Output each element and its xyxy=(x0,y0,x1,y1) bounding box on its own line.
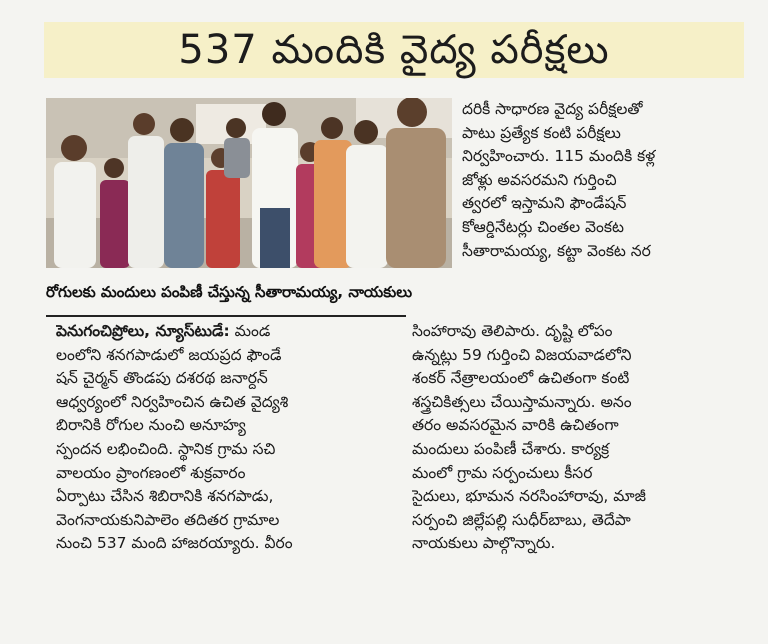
article-line: సీతారామయ్య, కట్టా వెంకట నర xyxy=(462,241,651,260)
article-line: పాటు ప్రత్యేక కంటి పరీక్షలు xyxy=(462,123,621,142)
article-line: ఏర్పాటు చేసిన శిబిరానికి శనగపాడు, xyxy=(56,487,274,506)
article-line: మంలో గ్రామ సర్పంచులు కీసర xyxy=(412,463,593,482)
headline-band xyxy=(44,22,744,78)
photo-caption: రోగులకు మందులు పంపిణీ చేస్తున్న సీతారామయ్య, నాయకులు xyxy=(46,283,413,301)
article-line: మందులు పంపిణీ చేశారు. కార్యక్ర xyxy=(412,439,610,458)
news-photo xyxy=(46,98,452,268)
article-line: కోఆర్డినేటర్లు చింతల వెంకట xyxy=(462,217,624,236)
article-line: తరం అవసరమైన వారికి ఉచితంగా xyxy=(412,416,619,435)
article-line: వెంగనాయకునిపాలెం తదితర గ్రామాల xyxy=(56,510,280,529)
article-line: ఉన్నట్లు 59 గుర్తించి విజయవాడలోని xyxy=(412,345,632,364)
article-line: త్వరలో ఇస్తామని ఫౌండేషన్ xyxy=(462,194,627,213)
article-line: శస్త్రచికిత్సలు చేయిస్తామన్నారు. అనం xyxy=(412,392,632,411)
article-line xyxy=(56,320,406,344)
article-line-text: మండ xyxy=(234,322,271,340)
article-line: నిర్వహించారు. 115 మందికి కళ్ల xyxy=(462,147,656,166)
article-line: ఆధ్వర్యంలో నిర్వహించిన ఉచిత వైద్యశి xyxy=(56,392,289,411)
article-line: జోళ్లు అవసరమని గుర్తించి xyxy=(462,170,617,189)
article-line: దరికీ సాధారణ వైద్య పరీక్షలతో xyxy=(462,100,643,118)
article-line: సైదులు, భూమన నరసింహారావు, మాజీ xyxy=(412,487,646,506)
article-line: నుంచి 537 మంది హాజరయ్యారు. వీరం xyxy=(56,534,293,553)
article-line: సర్పంచి జిల్లేపల్లి సుధీర్‌బాబు, తెదేపా xyxy=(412,510,631,529)
article-line: స్పందన లభించింది. స్థానిక గ్రామ సచి xyxy=(56,439,276,458)
article-line: సింహారావు తెలిపారు. దృష్టి లోపం xyxy=(412,322,613,340)
cut-off-previous-text xyxy=(0,0,768,18)
article-line: షన్ చైర్మన్ తొండపు దశరథ జనార్దన్ xyxy=(56,369,268,388)
article-column-right-bottom xyxy=(412,320,750,556)
dateline: పెనుగంచిప్రోలు, న్యూస్‌టుడే: xyxy=(56,322,230,340)
column-divider xyxy=(46,315,406,317)
article-line: బిరానికి రోగుల నుంచి అనూహ్య xyxy=(56,416,246,435)
article-line: వాలయం ప్రాంగణంలో శుక్రవారం xyxy=(56,463,246,482)
article-column-right-top xyxy=(462,98,750,263)
article-line: శంకర్ నేత్రాలయంలో ఉచితంగా కంటి xyxy=(412,369,630,388)
headline: 537 మందికి వైద్య పరీక్షలు xyxy=(178,27,610,73)
article-line: నాయకులు పాల్గొన్నారు. xyxy=(412,534,556,553)
article-column-left xyxy=(56,320,406,556)
article-line: లంలోని శనగపాడులో జయప్రద ఫౌండే xyxy=(56,345,282,364)
group-photo-illustration xyxy=(46,98,452,268)
